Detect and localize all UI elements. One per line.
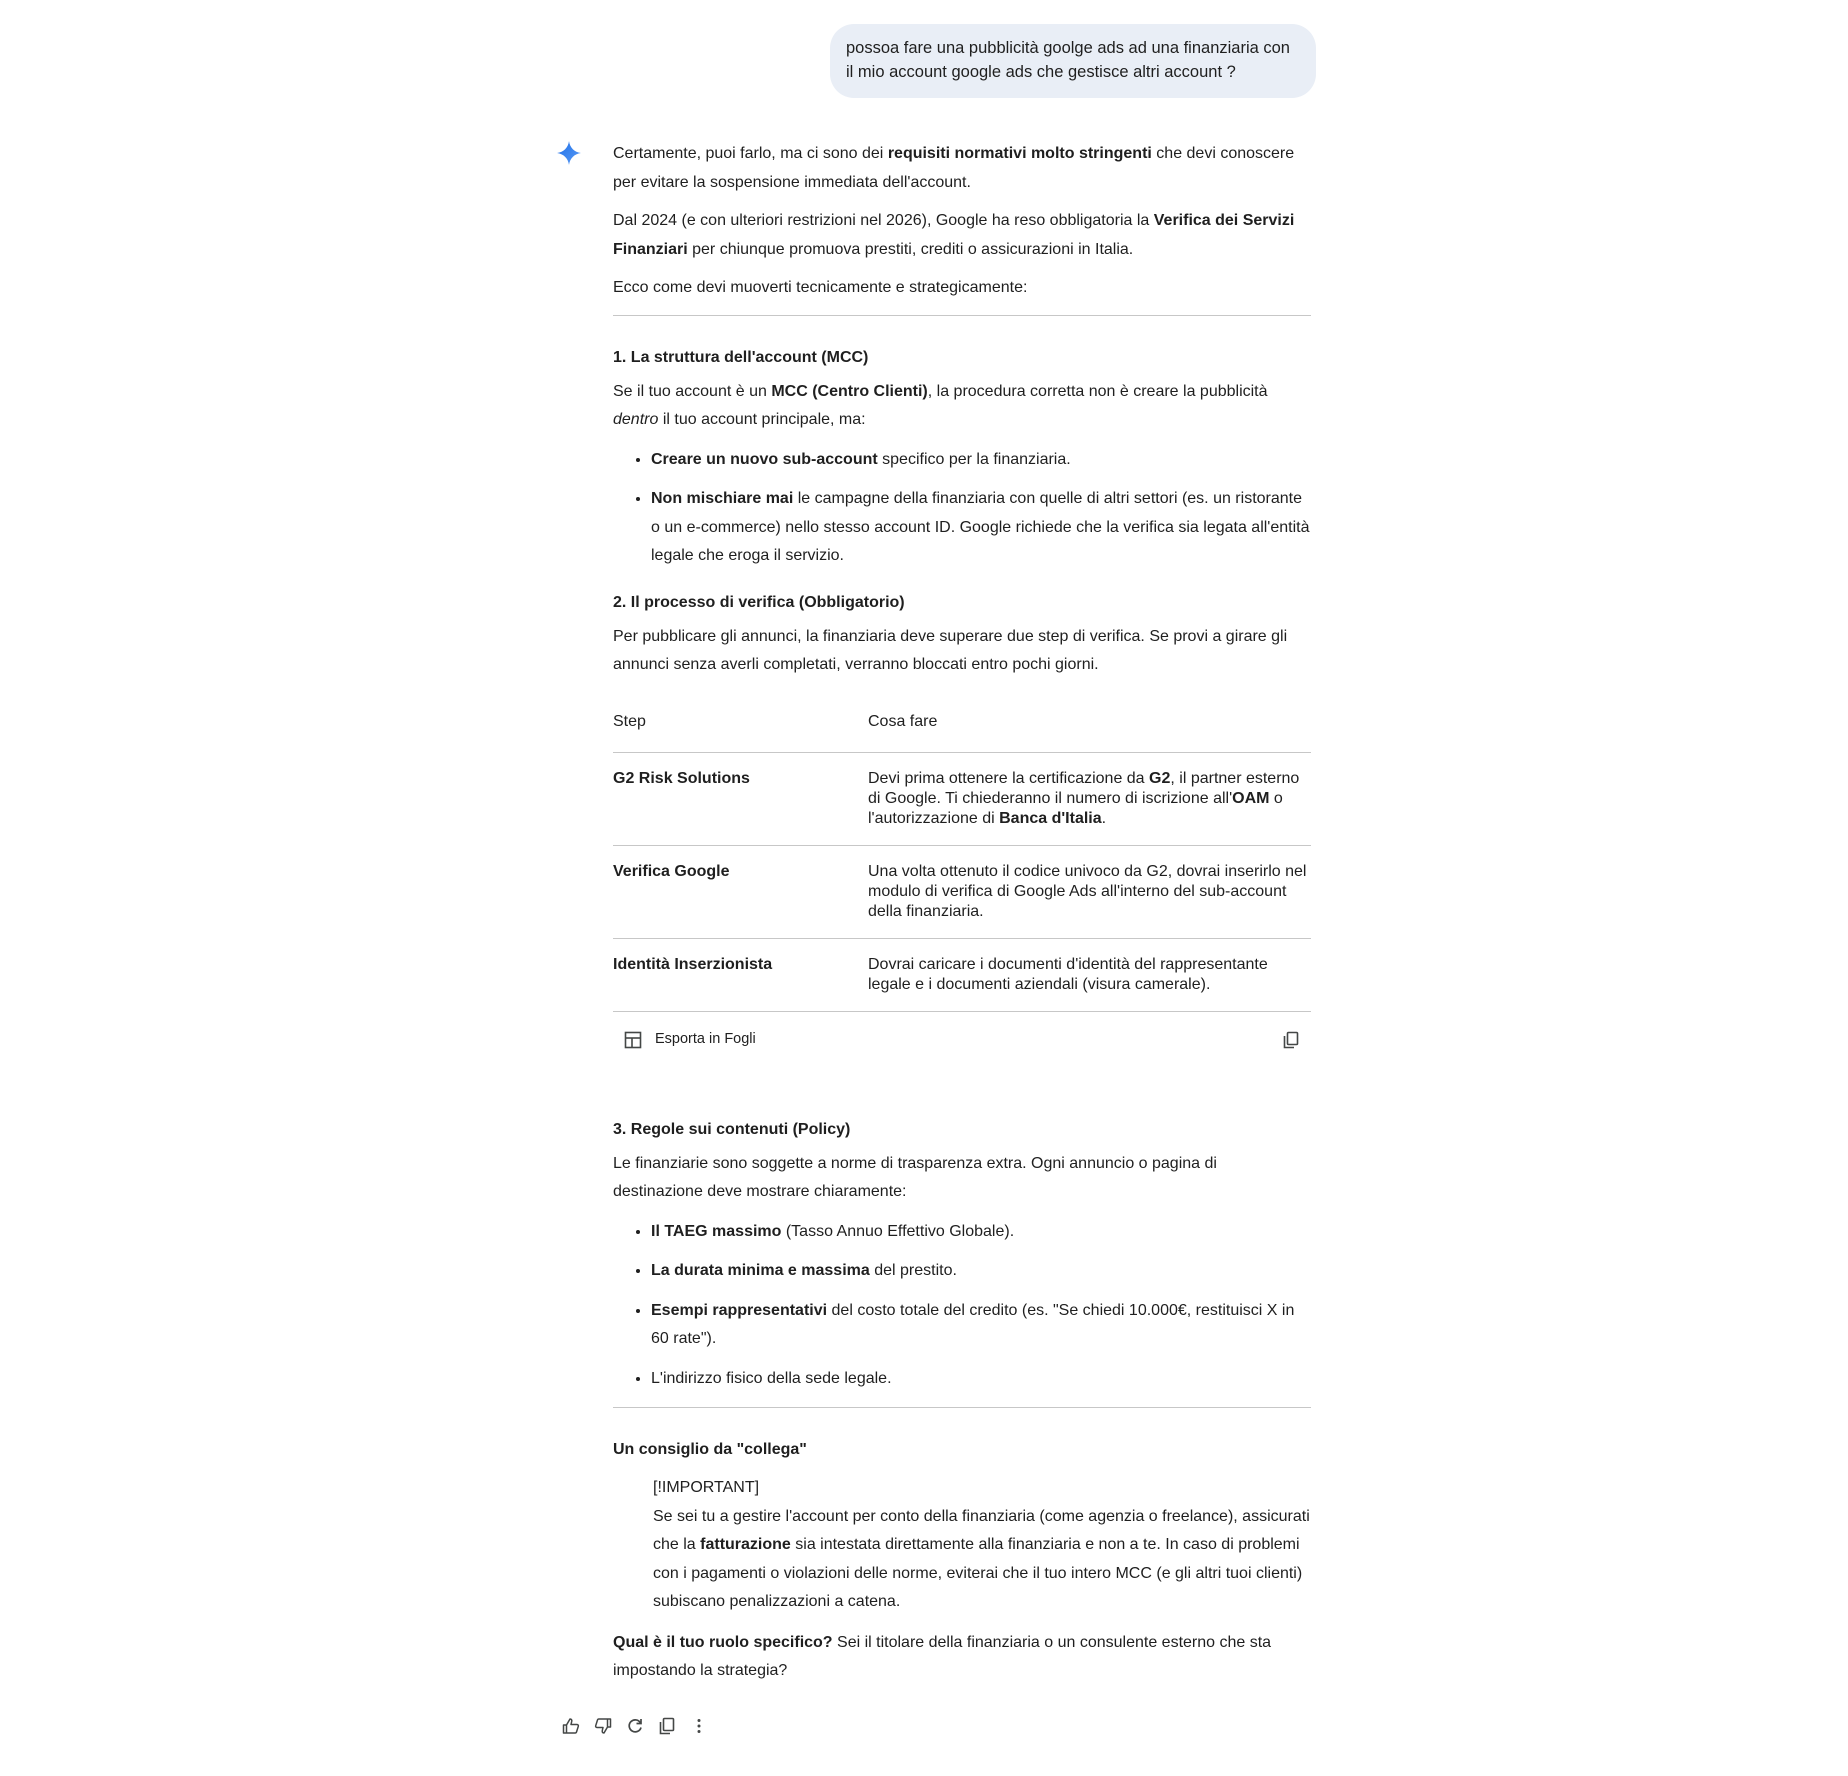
italic-text: dentro (613, 411, 659, 428)
copy-table-button[interactable] (1281, 1030, 1301, 1050)
callout-body: Se sei tu a gestire l'account per conto della finanziaria (come agenzia o freelance), assicurati che la fatturazione sia intestata direttamente alla finanziaria e non a te. In caso di problemi con i pagamenti o violazioni delle norme, eviterai che il tuo intero MCC (e gli altri tuoi clienti) subiscano penalizzazioni a catena. (653, 1507, 1310, 1610)
intro-paragraph: Ecco come devi muoverti tecnicamente e strategicamente: (613, 279, 1028, 296)
export-to-sheets-button[interactable] (623, 1025, 756, 1054)
important-callout (613, 1474, 1311, 1617)
section-paragraph: Le finanziarie sono soggette a norme di trasparenza extra. Ogni annuncio o pagina di destinazione deve mostrare chiaramente: (613, 1154, 1217, 1200)
section-paragraph: Per pubblicare gli annunci, la finanziaria deve superare due step di verifica. Se provi a girare gli annunci senza averli completati, verranno bloccati entro pochi giorni. (613, 627, 1288, 673)
column-header: Step (613, 702, 868, 753)
table-footer (613, 1012, 1311, 1068)
export-label: Esporta in Fogli (655, 1031, 756, 1048)
description-cell: Dovrai caricare i documenti d'identità del rappresentante legale e i documenti aziendali (visura camerale). (868, 938, 1311, 1011)
thumbs-up-icon (561, 1716, 581, 1736)
list-item: • Creare un nuovo sub-account specifico per la finanziaria. (651, 445, 1311, 475)
callout-tag: [!IMPORTANT] (653, 1479, 760, 1496)
intro-paragraph: Dal 2024 (e con ulteriori restrizioni nel 2026), Google ha reso obbligatoria la Verifica dei Servizi Finanziari per chiunque promuova prestiti, crediti o assicurazioni in Italia. (613, 212, 1295, 258)
description-cell: Devi prima ottenere la certificazione da G2, il partner esterno di Google. Ti chiederanno il numero di iscrizione all'OAM o l'autorizzazione di Banca d'Italia. (868, 752, 1311, 845)
gemini-spark-icon (556, 140, 582, 166)
bold-text: Il TAEG massimo (651, 1222, 782, 1240)
section-heading: 3. Regole sui contenuti (Policy) (613, 1120, 851, 1138)
table-row (613, 845, 1311, 938)
step-cell: G2 Risk Solutions (613, 752, 868, 845)
bullet-list (613, 445, 1311, 571)
user-message-bubble: possoa fare una pubblicità goolge ads ad una finanziaria con il mio account google ads che gestisce altri account ? (830, 24, 1316, 98)
table-header-row (613, 702, 1311, 753)
closing-question: Qual è il tuo ruolo specifico? Sei il titolare della finanziaria o un consulente esterno che sta impostando la strategia? (613, 1633, 1272, 1679)
step-cell: Identità Inserzionista (613, 938, 868, 1011)
column-header: Cosa fare (868, 702, 1311, 753)
list-item: • Il TAEG massimo (Tasso Annuo Effettivo Globale). (651, 1217, 1311, 1247)
divider (613, 1407, 1311, 1408)
bold-text: Non mischiare mai (651, 490, 794, 507)
assistant-response (613, 140, 1311, 1696)
section-heading: 2. Il processo di verifica (Obbligatorio) (613, 593, 905, 611)
refresh-icon (625, 1716, 645, 1736)
list-item: • La durata minima e massima del prestito. (651, 1256, 1311, 1286)
list-item: • L'indirizzo fisico della sede legale. (651, 1364, 1311, 1394)
description-cell: Una volta ottenuto il codice univoco da G2, dovrai inserirlo nel modulo di verifica di Google Ads all'interno del sub-account della finanziaria. (868, 845, 1311, 938)
response-actions (561, 1716, 709, 1736)
list-item: • Non mischiare mai le campagne della finanziaria con quelle di altri settori (es. un ristorante o un e-commerce) nello stesso account ID. Google richiede che la verifica sia legata all'entità legale che eroga il servizio. (651, 484, 1311, 571)
bold-text: Creare un nuovo sub-account (651, 450, 878, 468)
section-heading: 1. La struttura dell'account (MCC) (613, 348, 869, 366)
table-row (613, 752, 1311, 845)
section-heading: Un consiglio da "collega" (613, 1441, 807, 1458)
thumbs-up-button[interactable] (561, 1716, 581, 1736)
thumbs-down-icon (593, 1716, 613, 1736)
bold-text: fatturazione (700, 1536, 791, 1553)
regenerate-button[interactable] (625, 1716, 645, 1736)
copy-icon (1281, 1030, 1301, 1050)
bold-text: Banca d'Italia (999, 809, 1102, 827)
more-options-button[interactable] (689, 1716, 709, 1736)
list-item: • Esempi rappresentativi del costo totale del credito (es. "Se chiedi 10.000€, restituisci X in 60 rate"). (651, 1296, 1311, 1354)
bold-text: Esempi rappresentativi (651, 1301, 828, 1319)
steps-table (613, 702, 1311, 1012)
bold-text: Qual è il tuo ruolo specifico? (613, 1633, 833, 1651)
divider (613, 315, 1311, 316)
more-vert-icon (689, 1716, 709, 1736)
bold-text: OAM (1232, 789, 1270, 807)
bullet-list (613, 1217, 1311, 1394)
copy-icon (657, 1716, 677, 1736)
intro-paragraph: Certamente, puoi farlo, ma ci sono dei requisiti normativi molto stringenti che devi conoscere per evitare la sospensione immediata dell'account. (613, 145, 1295, 191)
step-cell: Verifica Google (613, 845, 868, 938)
bold-text: requisiti normativi molto stringenti (887, 145, 1152, 162)
copy-response-button[interactable] (657, 1716, 677, 1736)
table-icon (623, 1030, 643, 1050)
bold-text: La durata minima e massima (651, 1262, 870, 1279)
bold-text: MCC (Centro Clienti) (771, 382, 928, 400)
bold-text: G2 (1149, 769, 1171, 787)
section-paragraph: Se il tuo account è un MCC (Centro Clienti), la procedura corretta non è creare la pubblicità dentro il tuo account principale, ma: (613, 382, 1268, 428)
table-row (613, 938, 1311, 1011)
thumbs-down-button[interactable] (593, 1716, 613, 1736)
bold-text: Verifica dei Servizi Finanziari (613, 212, 1295, 258)
